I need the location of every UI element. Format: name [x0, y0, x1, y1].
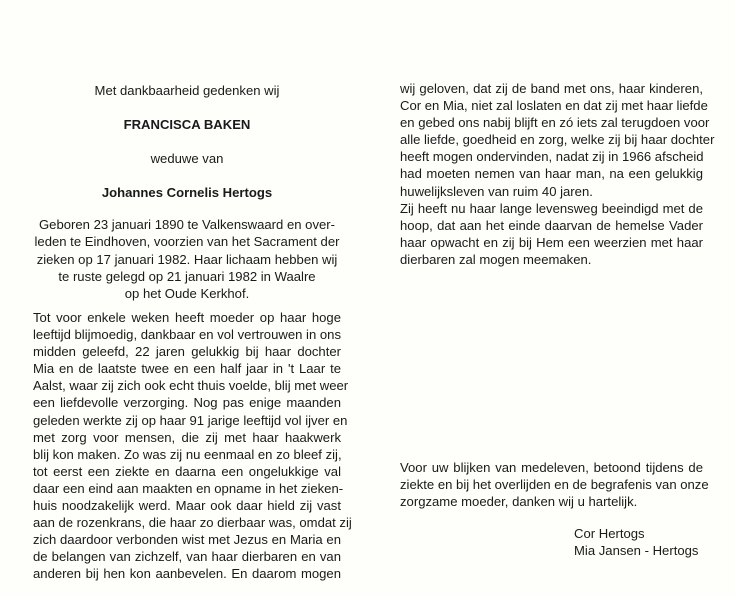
left-header: [33, 82, 341, 302]
body-line: heeft mogen ondervinden, nadat zij in 1966 afscheid: [400, 149, 704, 165]
intro-line: Geboren 23 januari 1890 te Valkenswaard en over-: [38, 217, 335, 233]
body-line: de belangen van zichzelf, van haar dierbaren en van: [33, 549, 341, 565]
body-line: anderen bij hen kon aanbevelen. En daarom mogen: [33, 566, 341, 582]
body-line: huwelijksleven van ruim 40 jaren.: [400, 183, 593, 199]
body-line: wij geloven, dat zij de band met ons, haar kinderen,: [400, 81, 703, 96]
body-line: aan de rozenkrans, die haar zo dierbaar was, omdat zij: [33, 515, 352, 531]
body-line: Mia en de laatste twee en een half jaar in 't Laar te: [33, 361, 341, 377]
signature-cor: Cor Hertogs: [574, 526, 645, 541]
body-line: Tot voor enkele weken heeft moeder op haar hoge: [33, 310, 341, 325]
deceased-name: FRANCISCA BAKEN: [123, 117, 251, 133]
intro-line: op het Oude Kerkhof.: [124, 285, 250, 301]
body-line: zich daardoor verbonden wist met Jezus en Maria en: [33, 532, 341, 548]
body-line: blij kon maken. Zo was zij nu eenmaal en zo bleef zij,: [33, 446, 342, 462]
birth-death-info: [33, 216, 341, 301]
signature-mia: Mia Jansen - Hertogs: [574, 543, 699, 559]
intro-line: zieken op 17 januari 1982. Haar lichaam hebben wij: [36, 251, 338, 267]
body-line: leeftijd blijmoedig, dankbaar en vol vertrouwen in ons: [33, 327, 341, 343]
heading: Met dankbaarheid gedenken wij: [94, 83, 280, 98]
body-line: haar opwacht en zij bij Hem een weerzien met haar: [400, 234, 703, 250]
body-line: Zij heeft nu haar lange levensweg beeindigd met de: [400, 200, 703, 216]
thanks-line: ziekte en bij het overlijden en de begrafenis van onze: [400, 477, 709, 493]
body-line: een liefdevolle verzorging. Nog pas enige maanden: [33, 395, 341, 411]
body-line: hoop, dat aan het einde daarvan de hemelse Vader: [400, 217, 703, 233]
relation: weduwe van: [150, 151, 224, 167]
signatures: [574, 525, 698, 559]
body-line: huis noodzakelijk werd. Maar ook daar hield zij vast: [33, 498, 341, 514]
body-line: midden geleefd, 22 jaren gelukkig bij haar dochter: [33, 344, 341, 360]
body-line: dierbaren zal mogen meemaken.: [400, 251, 592, 267]
body-line: geleden werkte zij op haar 91 jarige leeftijd vol ijver en: [33, 412, 348, 428]
body-line: en gebed ons nabij blijft en zó iets zal terugdoen voor: [400, 115, 710, 131]
body-line: Cor en Mia, niet zal loslaten en dat zij met haar liefde: [400, 98, 708, 114]
thanks-text: [400, 459, 709, 510]
body-line: daar een eind aan maakten en opname in het zieken-: [33, 480, 344, 496]
body-line: alle liefde, goedheid en zorg, welke zij bij haar dochter: [400, 132, 715, 148]
spouse-name: Johannes Cornelis Hertogs: [101, 185, 273, 201]
body-line: tot eerst een ziekte en daarna een ongelukkige val: [33, 463, 341, 479]
body-line: Aalst, waar zij zich ook echt thuis voelde, blij met weer: [33, 378, 349, 394]
body-line: met zorg voor mensen, die zij met haar haakwerk: [33, 429, 341, 445]
intro-line: leden te Eindhoven, voorzien van het Sacrament der: [34, 234, 340, 250]
left-body-text: [33, 309, 352, 583]
thanks-line: Voor uw blijken van medeleven, betoond tijdens de: [400, 460, 703, 475]
body-line: had moeten nemen van haar man, na een gelukkig: [400, 166, 703, 182]
right-body-text: [400, 80, 715, 268]
intro-line: te ruste gelegd op 21 januari 1982 in Waalre: [58, 268, 316, 284]
thanks-line: zorgzame moeder, danken wij u hartelijk.: [400, 494, 638, 510]
